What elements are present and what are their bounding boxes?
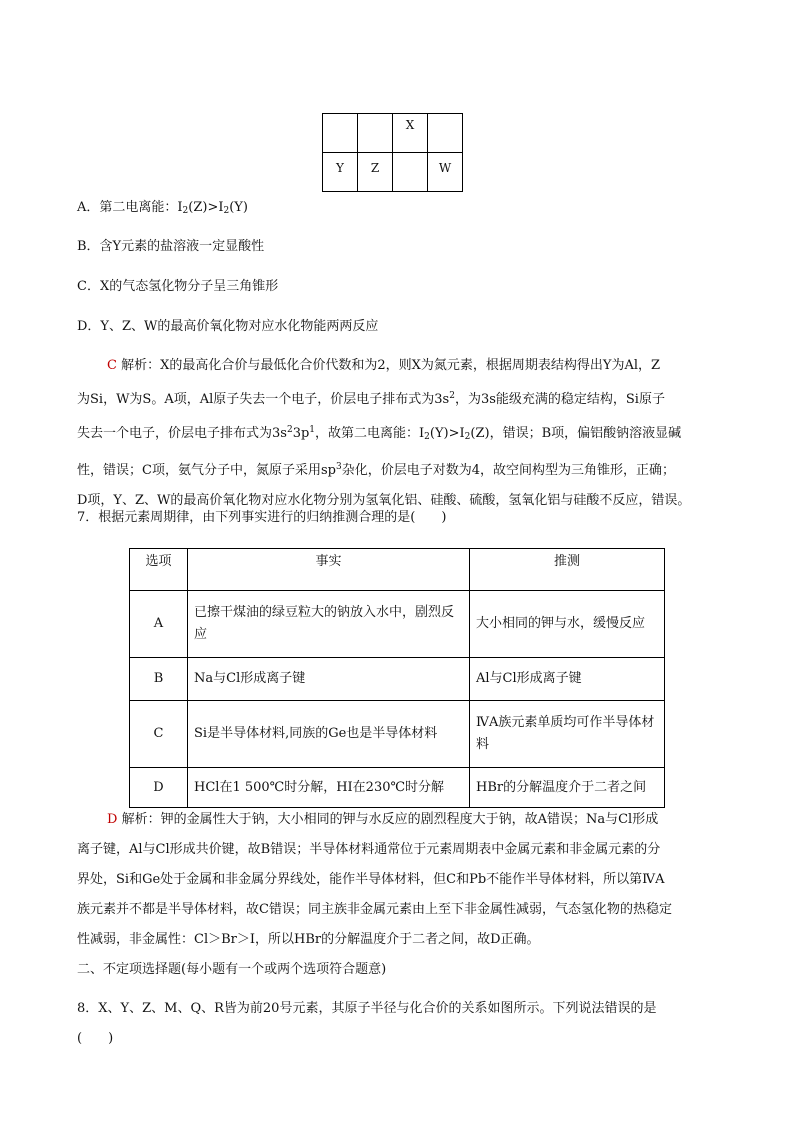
table-cell-guess: HBr的分解温度介于二者之间: [470, 768, 665, 808]
subscript: 2: [424, 432, 430, 442]
table-cell-fact: Na与Cl形成离子键: [188, 658, 470, 701]
subscript: 2: [464, 432, 471, 442]
analysis-text: 失去一个电子，价层电子排布式为3s: [77, 426, 287, 441]
analysis-line: [77, 415, 717, 452]
analysis-text: ，为3s能级充满的稳定结构，Si原子: [454, 392, 665, 407]
table-cell-option: A: [130, 591, 188, 658]
grid-row-2: [323, 153, 463, 192]
grid-cell: [393, 153, 428, 192]
q6-analysis: [77, 351, 717, 516]
analysis-line: [77, 381, 717, 415]
grid-cell: W: [428, 153, 463, 192]
analysis-line: [77, 351, 717, 381]
superscript: 2: [449, 391, 455, 401]
table-header-row: [130, 549, 665, 591]
subscript: 2: [182, 206, 189, 216]
table-cell-option: D: [130, 768, 188, 808]
analysis-line: 性减弱，非金属性：Cl＞Br＞I，所以HBr的分解温度介于二者之间，故D正确。: [77, 932, 540, 947]
q6-option-b: B．含Y元素的盐溶液一定显酸性: [77, 239, 265, 254]
option-a-text: (Z)>I: [188, 200, 224, 215]
analysis-line: 族元素并不都是半导体材料，故C错误；同主族非金属元素由上至下非金属性减弱，气态氢化物的热稳定: [77, 902, 672, 917]
table-header: 推测: [470, 549, 665, 591]
table-row: [130, 701, 665, 768]
table-cell-guess: Al与Cl形成离子键: [470, 658, 665, 701]
analysis-text: (Z)，错误；B项，偏铝酸钠溶液显碱: [470, 426, 682, 441]
grid-cell: Y: [323, 153, 358, 192]
grid-cell: [428, 114, 463, 153]
q7-table: [129, 548, 665, 808]
q8-line: 8．X、Y、Z、M、Q、R皆为前20号元素，其原子半径与化合价的关系如图所示。下列说法错误的是: [77, 1001, 657, 1016]
analysis-text: 解析：X的最高化合价与最低化合价代数和为2，则X为氮元素，根据周期表结构得出Y为Al，Z: [116, 358, 661, 373]
analysis-text: 性，错误；C项，氨气分子中，氮原子采用sp: [77, 463, 336, 478]
table-cell-fact: 已擦干煤油的绿豆粒大的钠放入水中，剧烈反应: [188, 591, 470, 658]
analysis-text: ，故第二电离能：I: [315, 426, 425, 441]
analysis-line: 离子键，Al与Cl形成共价键，故B错误；半导体材料通常位于元素周期表中金属元素和非金属元素的分: [77, 842, 661, 857]
analysis-line: [77, 805, 717, 835]
superscript: 2: [286, 425, 293, 435]
section-heading: 二、不定项选择题(每小题有一个或两个选项符合题意): [77, 962, 387, 977]
table-row: [130, 591, 665, 658]
analysis-text: 杂化，价层电子对数为4，故空间构型为三角锥形，正确；: [341, 463, 675, 478]
table-row: [130, 768, 665, 808]
table-header: 选项: [130, 549, 188, 591]
table-header: 事实: [188, 549, 470, 591]
table-cell-option: C: [130, 701, 188, 768]
table-cell-option: B: [130, 658, 188, 701]
grid-cell: Z: [358, 153, 393, 192]
table-row: [130, 658, 665, 701]
table-cell-guess: 大小相同的钾与水，缓慢反应: [470, 591, 665, 658]
q7-analysis: [77, 805, 717, 955]
table-cell-fact: Si是半导体材料,同族的Ge也是半导体材料: [188, 701, 470, 768]
table-cell-fact: HCl在1 500℃时分解，HI在230℃时分解: [188, 768, 470, 808]
grid-cell: X: [393, 114, 428, 153]
analysis-line: 界处，Si和Ge处于金属和非金属分界线处，能作半导体材料，但C和Pb不能作半导体材料，所以第ⅣA: [77, 872, 665, 887]
answer-letter: D: [107, 812, 118, 827]
analysis-text: 解析：钾的金属性大于钠，大小相同的钾与水反应的剧烈程度大于钠，故A错误；Na与Cl形成: [117, 812, 659, 827]
analysis-text: (Y)>I: [429, 426, 465, 441]
subscript: 2: [223, 206, 230, 216]
q8-line: ( ): [77, 1031, 114, 1046]
option-a-text: A．第二电离能：I: [77, 200, 183, 215]
analysis-text: 为Si，W为S。A项，Al原子失去一个电子，价层电子排布式为3s: [77, 392, 450, 407]
q6-option-a: [77, 198, 717, 221]
grid-cell: [323, 114, 358, 153]
periodic-table-fragment: [322, 113, 463, 192]
q6-option-c: C．X的气态氢化物分子呈三角锥形: [77, 279, 279, 294]
superscript: 3: [335, 462, 342, 472]
grid-row-1: [323, 114, 463, 153]
analysis-line: D项，Y、Z、W的最高价氧化物对应水化物分别为氢氧化铝、硅酸、硫酸，氢氧化铝与硅酸不反应，错误。: [77, 493, 691, 508]
answer-letter: C: [107, 358, 117, 373]
grid-cell: [358, 114, 393, 153]
q6-option-d: D．Y、Z、W的最高价氧化物对应水化物能两两反应: [77, 319, 379, 334]
option-a-text: (Y): [229, 200, 248, 215]
analysis-text: 3p: [292, 426, 310, 441]
superscript: 1: [309, 425, 316, 435]
table-cell-guess: ⅣA族元素单质均可作半导体材料: [470, 701, 665, 768]
q8-stem: [77, 994, 717, 1054]
analysis-line: [77, 452, 717, 486]
q7-stem: 7．根据元素周期律，由下列事实进行的归纳推测合理的是( ): [77, 510, 447, 525]
